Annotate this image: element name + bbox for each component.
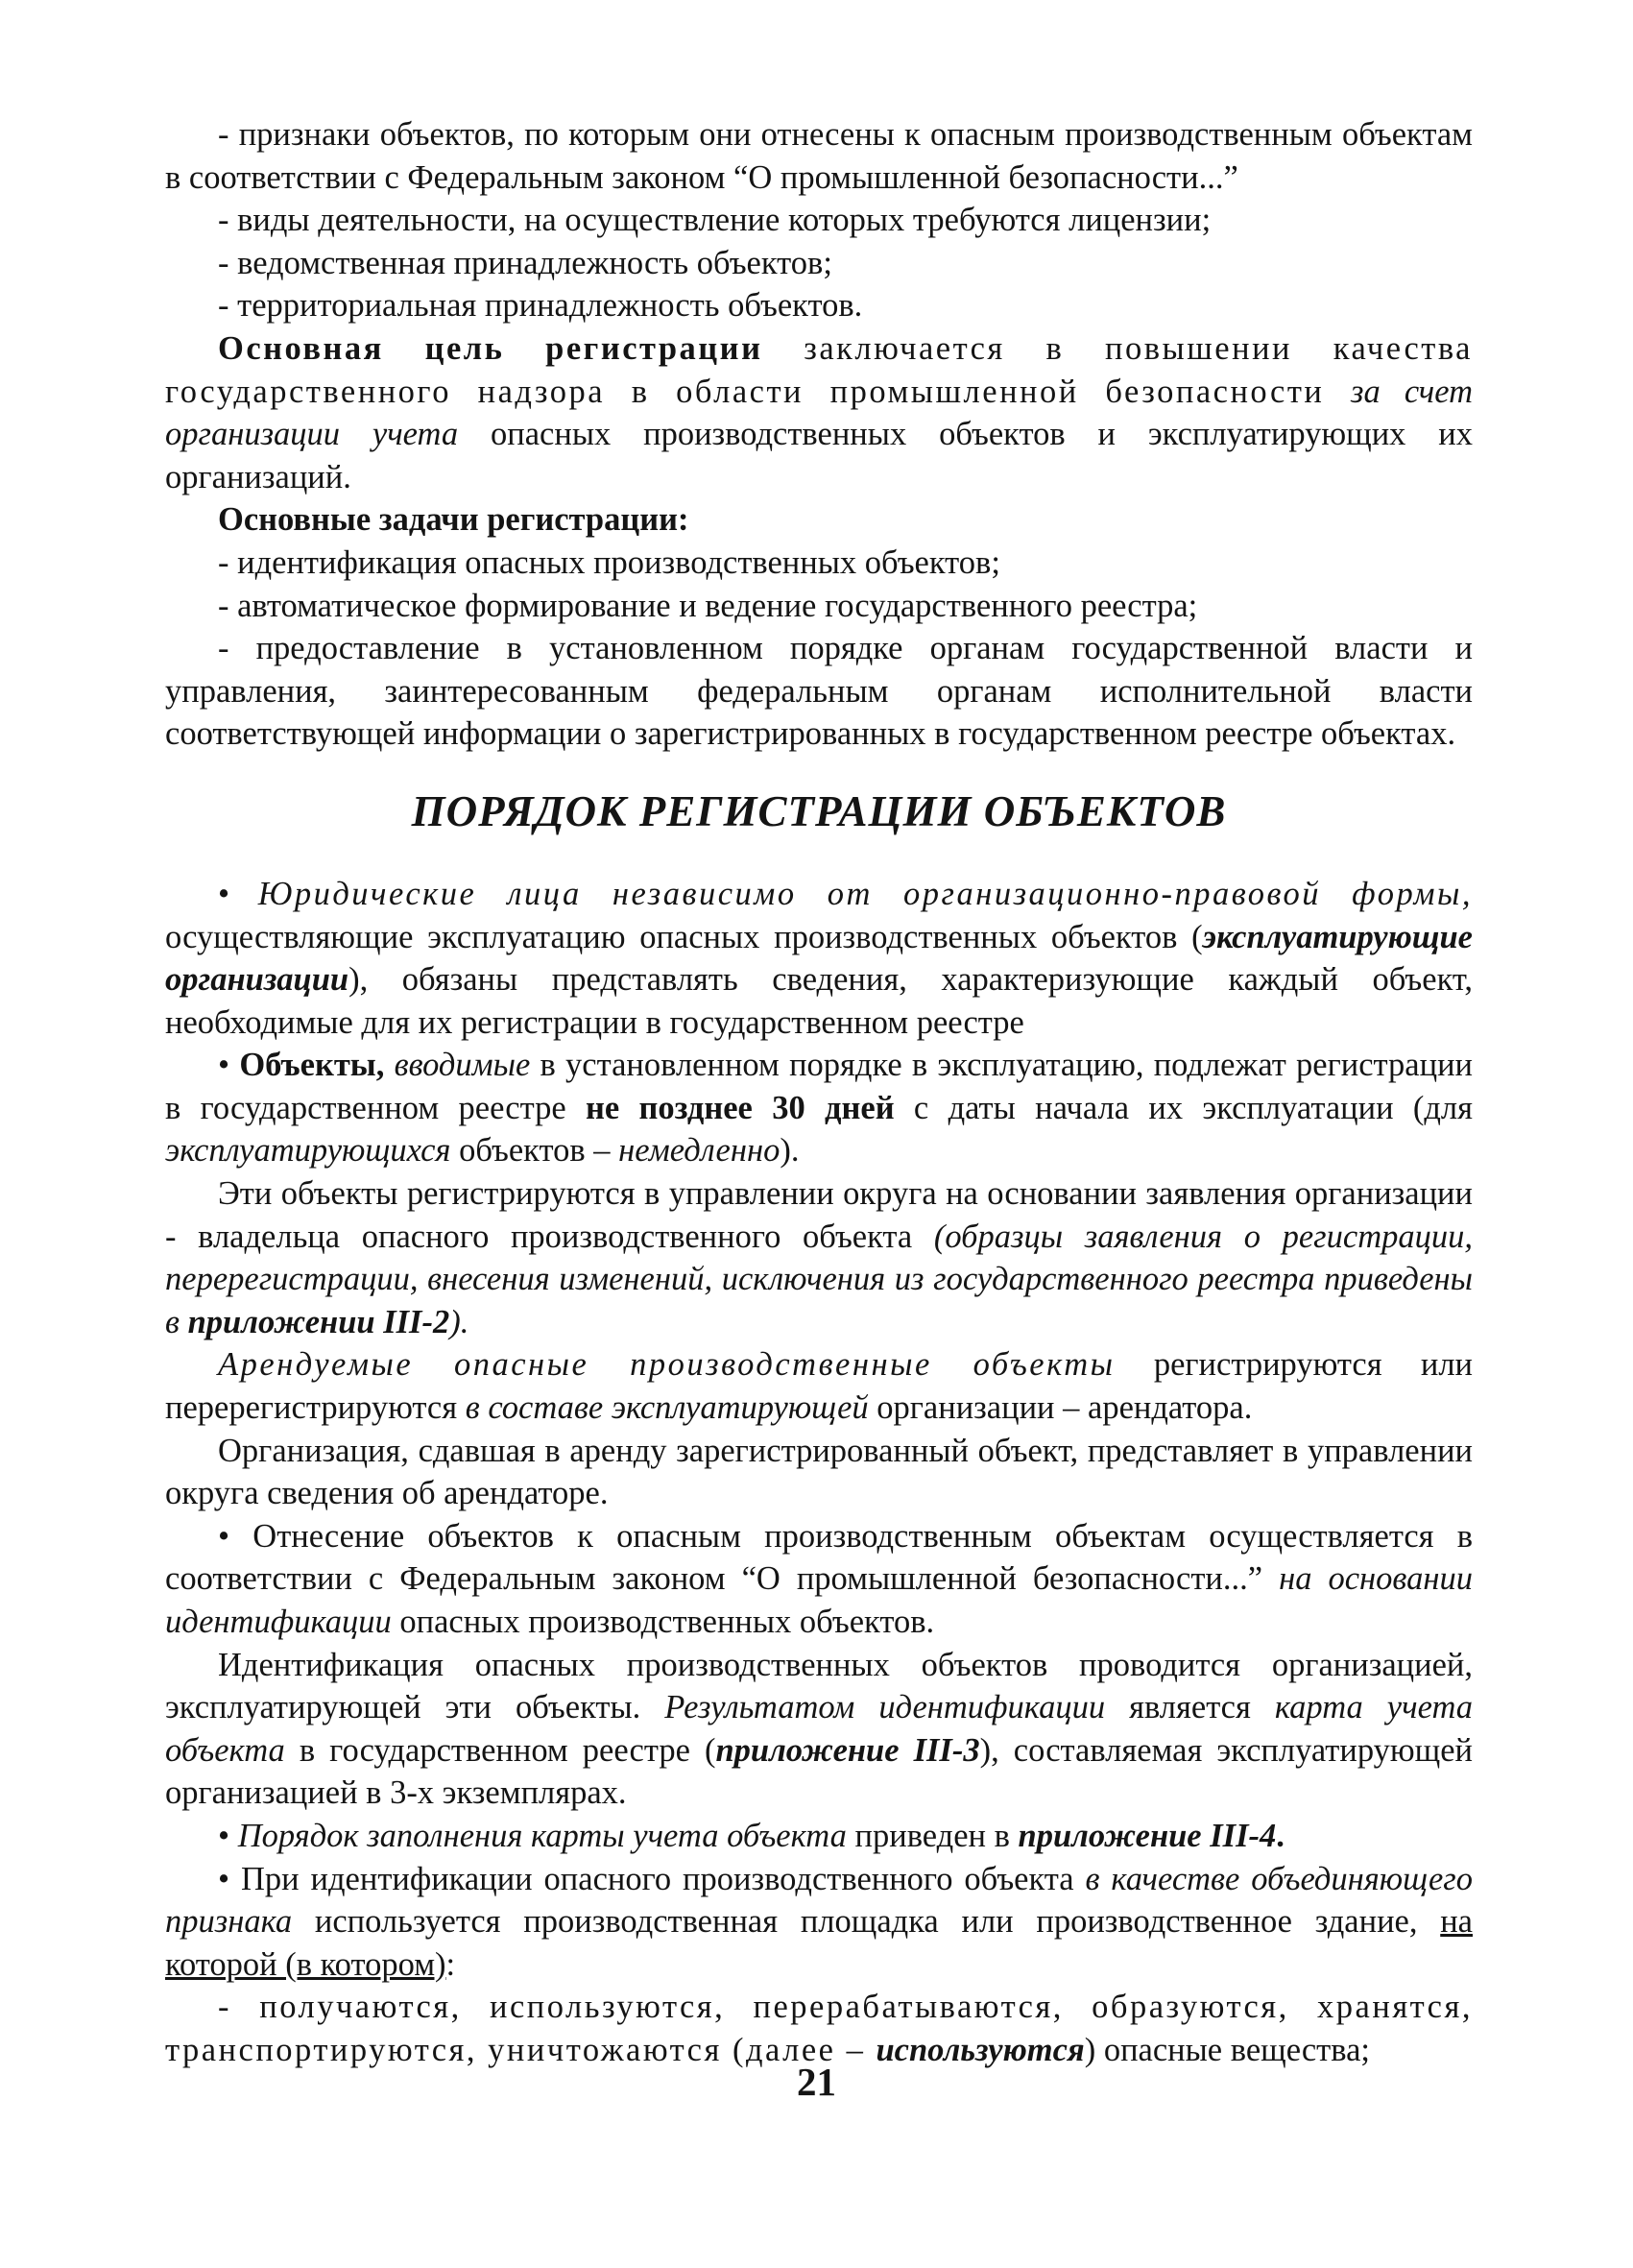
- paragraph-card-procedure: • Порядок заполнения карты учета объекта приведен в приложение III-4.: [218, 1817, 1285, 1854]
- tasks-heading: Основные задачи регистрации:: [218, 501, 689, 539]
- page-number: 21: [797, 2060, 836, 2104]
- list-item-territorial-affiliation: - территориальная принадлежность объектов.: [218, 287, 863, 325]
- list-item-licensed-activities: - виды деятельности, на осуществление которых требуются лицензии;: [218, 202, 1212, 239]
- section-title: ПОРЯДОК РЕГИСТРАЦИИ ОБЪЕКТОВ: [411, 786, 1227, 835]
- paragraph-objects-deadline: • Объекты, вводимые в установленном порядке в эксплуатацию, подлежат регистрации в государственном реестре не позднее 30 дней с даты начала их эксплуатации (для эксплуатирующихся объектов – немедленно).: [165, 1047, 1473, 1170]
- paragraph-identification: Идентификация опасных производственных объектов проводится организацией, эксплуатирующей эти объекты. Результатом идентификации является карта учета объекта в государственном реестре (приложение III-3), составляемая эксплуатирующей организацией в 3-х экземплярах.: [165, 1646, 1474, 1812]
- paragraph-leased-objects: Арендуемые опасные производственные объекты регистрируются или перерегистрируются в составе эксплуатирующей организации – арендатора.: [165, 1346, 1473, 1427]
- paragraph-classification: • Отнесение объектов к опасным производственным объектам осуществляется в соответствии с Федеральным законом “О промышленной безопасности...” на основании идентификации опасных производственных объектов.: [165, 1517, 1473, 1640]
- task-item-information: - предоставление в установленном порядке органам государственной власти и управления, заинтересованным федеральным органам исполнительной власти соответствующей информации о зарегистрированных в государственном реестре объектах.: [165, 630, 1473, 753]
- paragraph-hazardous-substances: - получаются, используются, перерабатываются, образуются, хранятся, транспортируются, уничтожаются (далее – используются) опасные вещества;: [165, 1989, 1473, 2068]
- goal-heading: Основная цель регистрации: [218, 329, 763, 367]
- paragraph-legal-entities: • Юридические лица независимо от организационно-правовой формы, осуществляющие эксплуатацию опасных производственных объектов (эксплуатирующие организации), обязаны представлять сведения, характеризующие каждый объект, необходимые для их регистрации в государственном реестре: [165, 875, 1473, 1041]
- registration-goal-paragraph: Основная цель регистрации заключается в повышении качества государственного надзора в области промышленной безопасности за счет организации учета опасных производственных объектов и эксплуатирующих их организаций.: [165, 329, 1474, 495]
- paragraph-lessor: Организация, сдавшая в аренду зарегистрированный объект, представляет в управлении округа сведения об арендаторе.: [165, 1432, 1473, 1512]
- list-item-departmental-affiliation: - ведомственная принадлежность объектов;: [218, 244, 832, 281]
- page-body: [165, 113, 1473, 2072]
- paragraph-registration-basis: Эти объекты регистрируются в управлении округа на основании заявления организации - владельца опасного производственного объекта (образцы заявления о регистрации, перерегистрации, внесения изменений, исключения из государственного реестра приведены в приложении III-2).: [165, 1175, 1473, 1340]
- list-item-hazard-criteria: - признаки объектов, по которым они отнесены к опасным производственным объектам в соответствии с Федеральным законом “О промышленной безопасности...”: [165, 116, 1473, 196]
- task-item-registry: - автоматическое формирование и ведение государственного реестра;: [218, 587, 1198, 624]
- task-item-identification: - идентификация опасных производственных объектов;: [218, 543, 1000, 581]
- paragraph-unifying-feature: • При идентификации опасного производственного объекта в качестве объединяющего признака используется производственная площадка или производственное здание, на которой (в котором):: [165, 1860, 1473, 1983]
